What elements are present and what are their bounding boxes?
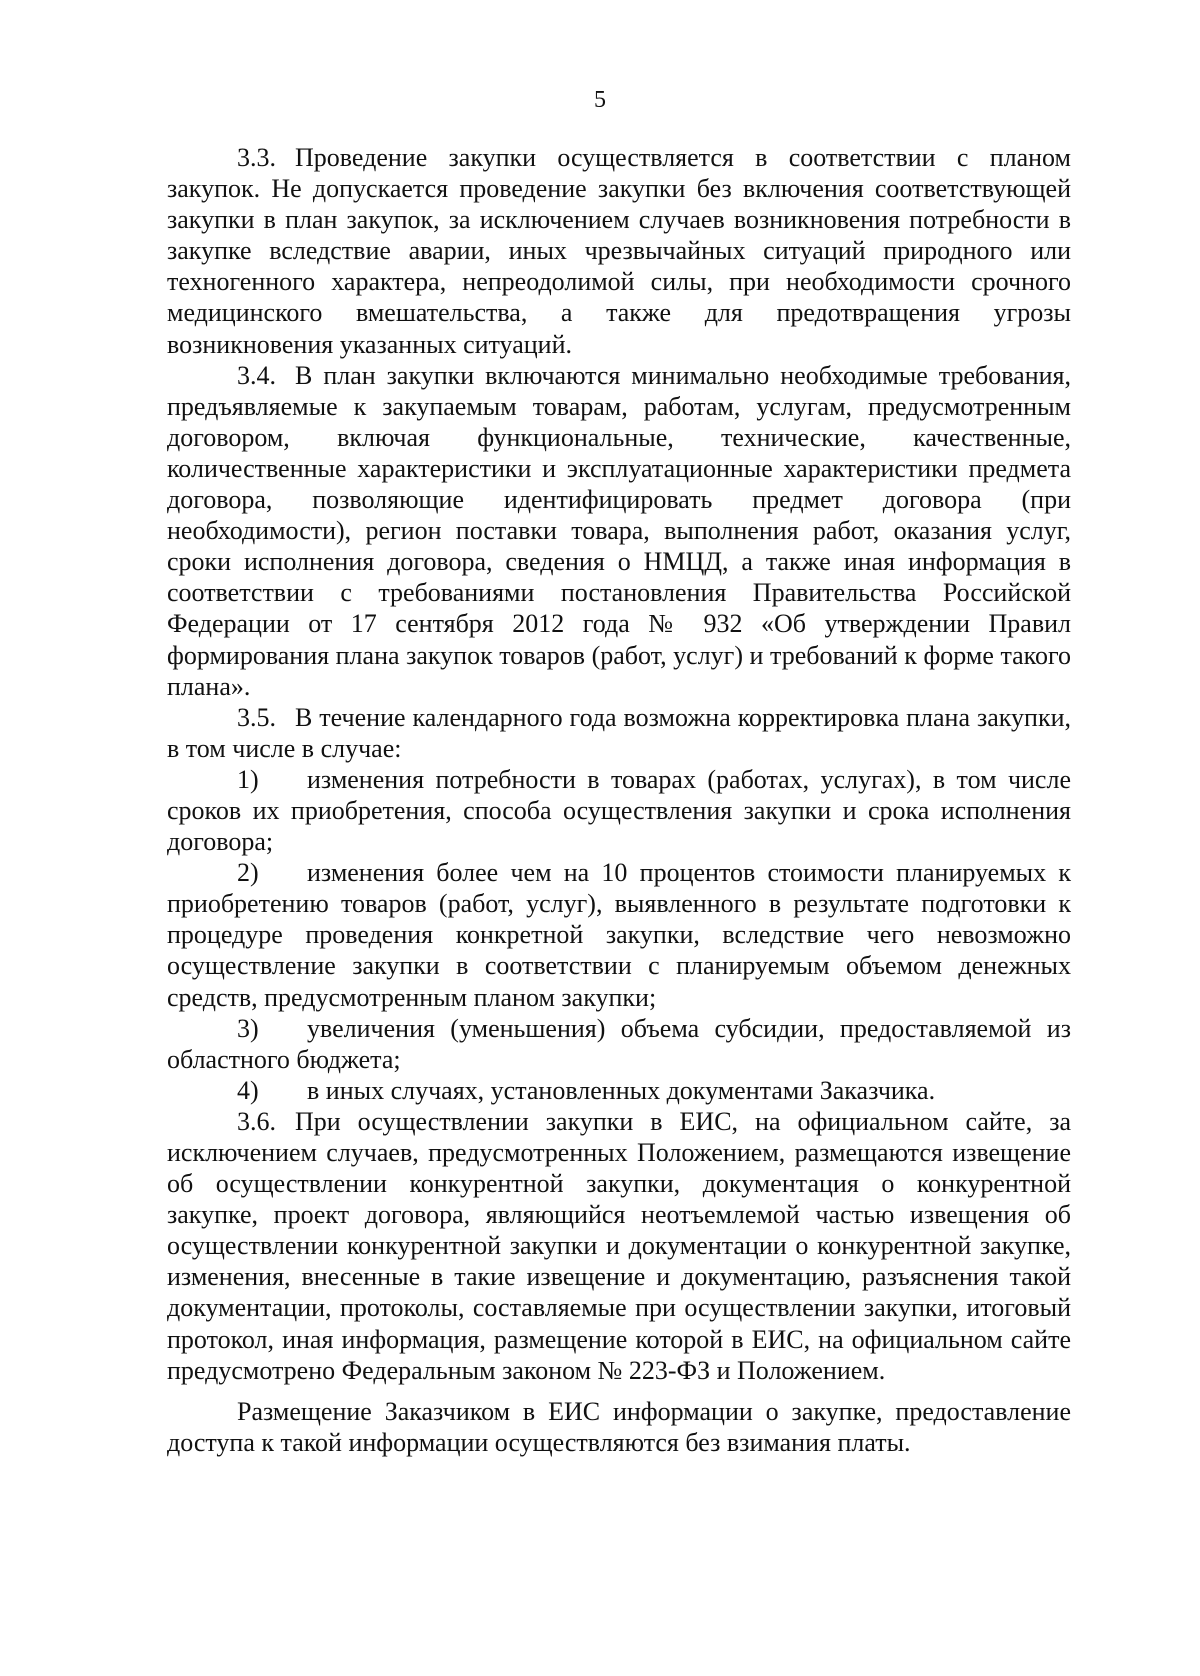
list-item-2 (167, 857, 1071, 1012)
page-number: 5 (594, 87, 606, 113)
paragraph-3-3 (167, 142, 1071, 360)
list-item-text: изменения более чем на 10 процентов стоимости планируемых к приобретению товаров (работ, услуг), выявленного в результате подготовки к процедуре проведения конкретной закупки, вследствие чего невозможно осуществление закупки в соответствии с планируемым объемом денежных средств, предусмотренным планом закупки; (167, 858, 1071, 1012)
paragraph-text: При осуществлении закупки в ЕИС, на официальном сайте, за исключением случаев, предусмотренных Положением, размещаются извещение об осуществлении конкурентной закупки, документация о конкурентной закупке, проект договора, являющийся неотъемлемой частью извещения об осуществлении конкурентной закупки и документации о конкурентной закупке, изменения, внесенные в такие извещение и документацию, разъяснения такой документации, протоколы, составляемые при осуществлении закупки, итоговый протокол, иная информация, размещение которой в ЕИС, на официальном сайте предусмотрено Федеральным законом № 223-ФЗ и Положением. (167, 1106, 1071, 1385)
paragraph-text: В план закупки включаются минимально необходимые требования, предъявляемые к закупаемым товарам, работам, услугам, предусмотренным договором, включая функциональные, технические, качественные, количественные характеристики и эксплуатационные характеристики предмета договора, позволяющие идентифицировать предмет договора (при необходимости), регион поставки товара, выполнения работ, оказания услуг, сроки исполнения договора, сведения о НМЦД, а также иная информация в соответствии с требованиями постановления Правительства Российской Федерации от 17 сентября 2012 года № 932 «Об утверждении Правил формирования плана закупок товаров (работ, услуг) и требований к форме такого плана». (167, 360, 1071, 701)
paragraph-text: В течение календарного года возможна корректировка плана закупки, в том числе в случае: (167, 702, 1071, 763)
list-item-text: увеличения (уменьшения) объема субсидии, предоставляемой из областного бюджета; (167, 1013, 1071, 1074)
paragraph-number: 3.5. (237, 702, 276, 732)
list-item-3 (167, 1013, 1071, 1075)
list-item-1 (167, 764, 1071, 857)
paragraph-text: Проведение закупки осуществляется в соответствии с планом закупок. Не допускается проведение закупки без включения соответствующей закупки в план закупок, за исключением случаев возникновения потребности в закупке вследствие аварии, иных чрезвычайных ситуаций природного или техногенного характера, непреодолимой силы, при необходимости срочного медицинского вмешательства, а также для предотвращения угрозы возникновения указанных ситуаций. (167, 143, 1071, 359)
paragraph-number: 3.4. (237, 360, 276, 390)
paragraph-placement-note (167, 1396, 1071, 1458)
paragraph-number: 3.3. (237, 143, 276, 172)
list-item-text: в иных случаях, установленных документами Заказчика. (307, 1075, 936, 1105)
list-item-number: 3) (237, 1013, 259, 1043)
list-item-text: изменения потребности в товарах (работах, услугах), в том числе сроков их приобретения, способа осуществления закупки и срока исполнения договора; (167, 764, 1071, 857)
document-body (167, 142, 1071, 1458)
paragraph-3-6 (167, 1106, 1071, 1386)
list-item-4 (167, 1075, 1071, 1106)
paragraph-text: Размещение Заказчиком в ЕИС информации о закупке, предоставление доступа к такой информации осуществляются без взимания платы. (167, 1396, 1071, 1457)
paragraph-3-4 (167, 360, 1071, 702)
list-item-number: 1) (237, 764, 259, 794)
paragraph-number: 3.6. (237, 1106, 276, 1136)
list-item-number: 4) (237, 1075, 259, 1105)
list-item-number: 2) (237, 858, 259, 888)
paragraph-3-5 (167, 702, 1071, 764)
